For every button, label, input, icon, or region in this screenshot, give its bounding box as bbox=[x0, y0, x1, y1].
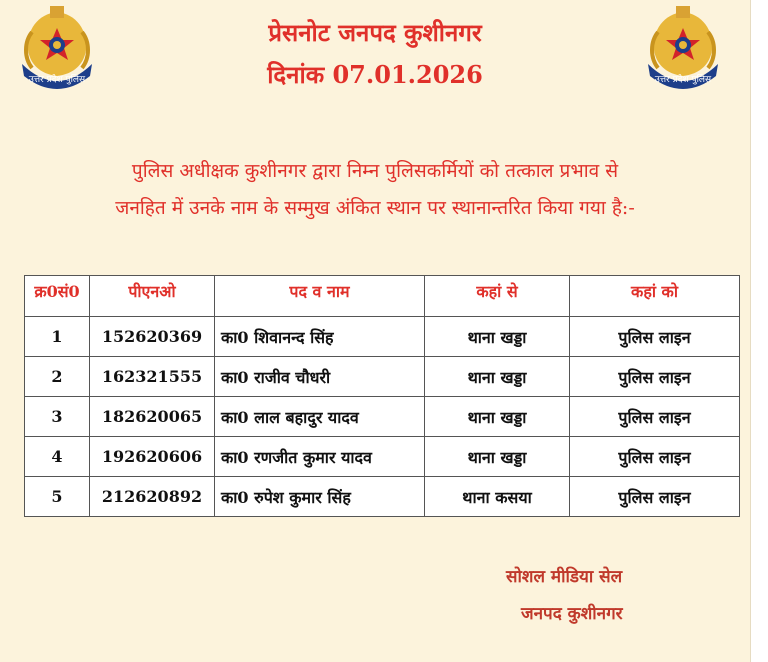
cell-from: थाना खड्डा bbox=[425, 397, 570, 437]
footer-cell-name: सोशल मीडिया सेल bbox=[506, 567, 623, 587]
cell-serial: 5 bbox=[25, 477, 90, 517]
table-row bbox=[25, 357, 740, 397]
cell-from: थाना खड्डा bbox=[425, 357, 570, 397]
cell-serial: 4 bbox=[25, 437, 90, 477]
cell-name: का0 रुपेश कुमार सिंह bbox=[215, 477, 425, 517]
svg-text:उत्तर प्रदेश पुलिस: उत्तर प्रदेश पुलिस bbox=[28, 75, 86, 85]
table-header-row bbox=[25, 276, 740, 317]
cell-to: पुलिस लाइन bbox=[570, 357, 740, 397]
cell-name: का0 राजीव चौधरी bbox=[215, 357, 425, 397]
cell-from: थाना खड्डा bbox=[425, 437, 570, 477]
intro-line-1: पुलिस अधीक्षक कुशीनगर द्वारा निम्न पुलिसकर्मियों को तत्काल प्रभाव से bbox=[131, 160, 619, 182]
header-name: पद व नाम bbox=[215, 276, 425, 317]
cell-from: थाना खड्डा bbox=[425, 317, 570, 357]
table-row bbox=[25, 317, 740, 357]
cell-to: पुलिस लाइन bbox=[570, 437, 740, 477]
header-pno: पीएनओ bbox=[90, 276, 215, 317]
cell-serial: 1 bbox=[25, 317, 90, 357]
table-row bbox=[25, 397, 740, 437]
date-line: दिनांक 07.01.2026 bbox=[267, 60, 483, 89]
table-row bbox=[25, 437, 740, 477]
cell-pno: 182620065 bbox=[90, 397, 215, 437]
footer-district: जनपद कुशीनगर bbox=[521, 604, 623, 624]
cell-pno: 162321555 bbox=[90, 357, 215, 397]
cell-to: पुलिस लाइन bbox=[570, 397, 740, 437]
cell-serial: 2 bbox=[25, 357, 90, 397]
cell-pno: 212620892 bbox=[90, 477, 215, 517]
cell-name: का0 शिवानन्द सिंह bbox=[215, 317, 425, 357]
header-from: कहां से bbox=[425, 276, 570, 317]
cell-name: का0 लाल बहादुर यादव bbox=[215, 397, 425, 437]
cell-to: पुलिस लाइन bbox=[570, 477, 740, 517]
page-title: प्रेसनोट जनपद कुशीनगर bbox=[268, 18, 482, 47]
header-to: कहां को bbox=[570, 276, 740, 317]
cell-to: पुलिस लाइन bbox=[570, 317, 740, 357]
intro-line-2: जनहित में उनके नाम के सम्मुख अंकित स्थान पर स्थानान्तरित किया गया है:- bbox=[115, 197, 635, 219]
cell-pno: 152620369 bbox=[90, 317, 215, 357]
header-serial: क्र0सं0 bbox=[25, 276, 90, 317]
cell-serial: 3 bbox=[25, 397, 90, 437]
table-row bbox=[25, 477, 740, 517]
cell-from: थाना कसया bbox=[425, 477, 570, 517]
cell-name: का0 रणजीत कुमार यादव bbox=[215, 437, 425, 477]
cell-pno: 192620606 bbox=[90, 437, 215, 477]
transfer-table bbox=[24, 275, 740, 517]
svg-text:उत्तर प्रदेश पुलिस: उत्तर प्रदेश पुलिस bbox=[654, 75, 712, 85]
